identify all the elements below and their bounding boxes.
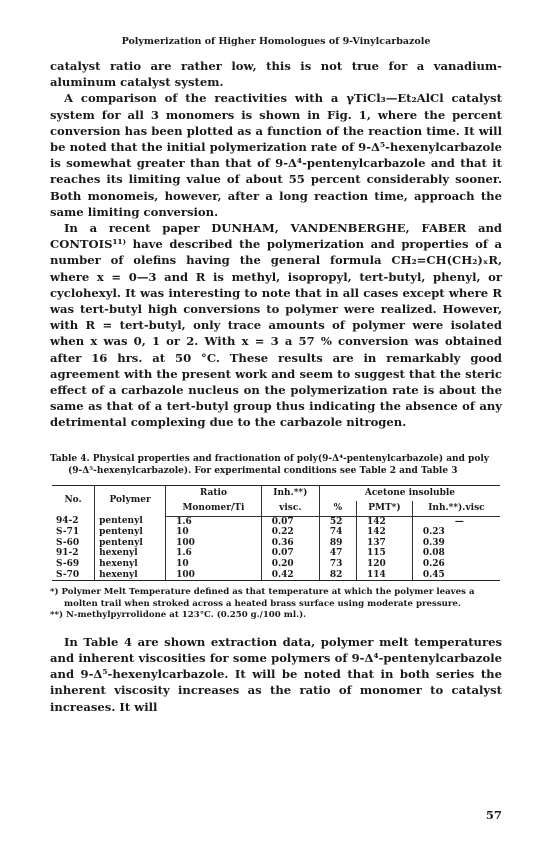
header-ratio-1: Ratio <box>166 485 262 501</box>
cell-ratio: 10 <box>166 527 262 538</box>
cell-inh-visc: 0.36 <box>261 538 319 549</box>
cell-polymer: hexenyl <box>95 548 166 559</box>
header-inh-1: Inh.**) <box>261 485 319 501</box>
properties-table <box>52 485 500 582</box>
cell-inh-visc: 0.42 <box>261 570 319 581</box>
cell-ratio: 100 <box>166 538 262 549</box>
header-inh-visc: Inh.**).visc <box>412 501 500 517</box>
cell-no: S-60 <box>52 538 95 549</box>
cell-pmt: 137 <box>357 538 413 549</box>
paragraph-2: A comparison of the reactivities with a γTiCl₃—Et₂AlCl catalyst system for all 3 monomers is shown in Fig. 1, where the percent conversion has been plotted as a function of the reaction time. It will be noted that the initial polymerization rate of 9-Δ⁵-hexenylcarbazole is somewhat greater than that of 9-Δ⁴-pentenylcarbazole and that it reaches its limiting value of about 55 percent considerably sooner. Both monomeis, however, after a long reaction time, approach the same limiting conversion. <box>50 91 502 219</box>
cell-polymer: hexenyl <box>95 559 166 570</box>
table-row <box>52 559 500 570</box>
cell-percent: 52 <box>319 516 356 527</box>
cell-inh-visc: 0.22 <box>261 527 319 538</box>
header-acetone: Acetone insoluble <box>319 485 500 501</box>
cell-acetone-inh-visc: 0.23 <box>422 527 445 538</box>
table-row <box>52 548 500 559</box>
cell-no: 91-2 <box>52 548 95 559</box>
cell-acetone-inh-visc: 0.39 <box>422 537 445 548</box>
table-row <box>52 538 500 549</box>
page <box>50 36 502 715</box>
cell-inh-visc: 0.07 <box>261 548 319 559</box>
cell-acetone-inh-visc: 0.45 <box>412 570 500 581</box>
cell-no: S-69 <box>52 559 95 570</box>
cell-ratio: 10 <box>166 559 262 570</box>
cell-pmt: 142 <box>357 516 413 527</box>
cell-acetone-inh-visc: 0.08 <box>422 548 445 559</box>
cell-percent: 89 <box>319 538 356 549</box>
header-pmt: PMT*) <box>357 501 413 517</box>
cell-pmt: 142 <box>357 527 413 538</box>
cell-percent: 47 <box>319 548 356 559</box>
cell-pmt: 120 <box>357 559 413 570</box>
cell-pmt: 115 <box>357 548 413 559</box>
paragraph-1: catalyst ratio are rather low, this is not true for a vanadium-aluminum catalyst system. <box>50 59 502 90</box>
cell-ratio: 100 <box>166 570 262 581</box>
cell-polymer: hexenyl <box>95 570 166 581</box>
cell-acetone-inh-visc: — <box>454 516 464 527</box>
header-no: No. <box>52 485 95 516</box>
footnote-inh: **) N-methylpyrrolidone at 123°C. (0.250 g./100 ml.). <box>50 610 307 621</box>
cell-ratio: 1.6 <box>166 516 262 527</box>
header-inh-2: visc. <box>261 501 319 517</box>
running-head: Polymerization of Higher Homologues of 9-Vinylcarbazole <box>121 36 431 47</box>
closing-paragraph: In Table 4 are shown extraction data, polymer melt temperatures and inherent viscosities for some polymers of 9-Δ⁴-pentenylcarbazole and 9-Δ⁵-hexenylcarbazole. It will be noted that in both series the inherent viscosity increases as the ratio of monomer to catalyst increases. It will <box>50 634 502 714</box>
footnote-pmt: *) Polymer Melt Temperature defined as that temperature at which the polymer leaves a molten trail when stroked across a heated brass surface using moderate pressure. <box>50 587 475 609</box>
cell-ratio: 1.6 <box>166 548 262 559</box>
cell-percent: 73 <box>319 559 356 570</box>
cell-pmt: 114 <box>357 570 413 581</box>
cell-acetone-inh-visc: 0.26 <box>422 559 445 570</box>
cell-inh-visc: 0.20 <box>261 559 319 570</box>
header-percent: % <box>319 501 356 517</box>
cell-no: S-70 <box>52 570 95 581</box>
cell-percent: 82 <box>319 570 356 581</box>
cell-no: S-71 <box>52 527 95 538</box>
cell-percent: 74 <box>319 527 356 538</box>
page-number: 57 <box>485 808 502 822</box>
cell-inh-visc: 0.07 <box>261 516 319 527</box>
cell-polymer: pentenyl <box>95 516 166 527</box>
table-row <box>52 570 500 581</box>
table-caption: Table 4. Physical properties and fractionation of poly(9-Δ⁴-pentenylcarbazole) and poly (9-Δ⁵-hexenylcarbazole). For experimental conditions see Table 2 and Table 3 <box>50 453 489 476</box>
header-ratio-2: Monomer/Ti <box>166 501 262 517</box>
cell-no: 94-2 <box>52 516 95 527</box>
paragraph-3: In a recent paper DUNHAM, VANDENBERGHE, FABER and CONTOIS¹¹⁾ have described the polymerization and properties of a number of olefins having the general formula CH₂=CH(CH₂)ₓR, where x = 0—3 and R is methyl, isopropyl, tert-butyl, phenyl, or cyclohexyl. It was interesting to note that in all cases except where R was tert-butyl high conversions to polymer were realized. However, with R = tert-butyl, only trace amounts of polymer were isolated when x was 0, 1 or 2. With x = 3 a 57 % conversion was obtained after 16 hrs. at 50 °C. These results are in remarkably good agreement with the present work and seem to suggest that the steric effect of a carbazole nucleus on the polymerization rate is about the same as that of a tert-butyl group thus indicating the absence of any detrimental complexing due to the carbazole nitrogen. <box>50 221 502 430</box>
cell-polymer: pentenyl <box>95 527 166 538</box>
header-polymer: Polymer <box>95 485 166 516</box>
table-row <box>52 516 500 527</box>
cell-polymer: pentenyl <box>95 538 166 549</box>
table-row <box>52 527 500 538</box>
table-footnotes <box>50 587 502 622</box>
